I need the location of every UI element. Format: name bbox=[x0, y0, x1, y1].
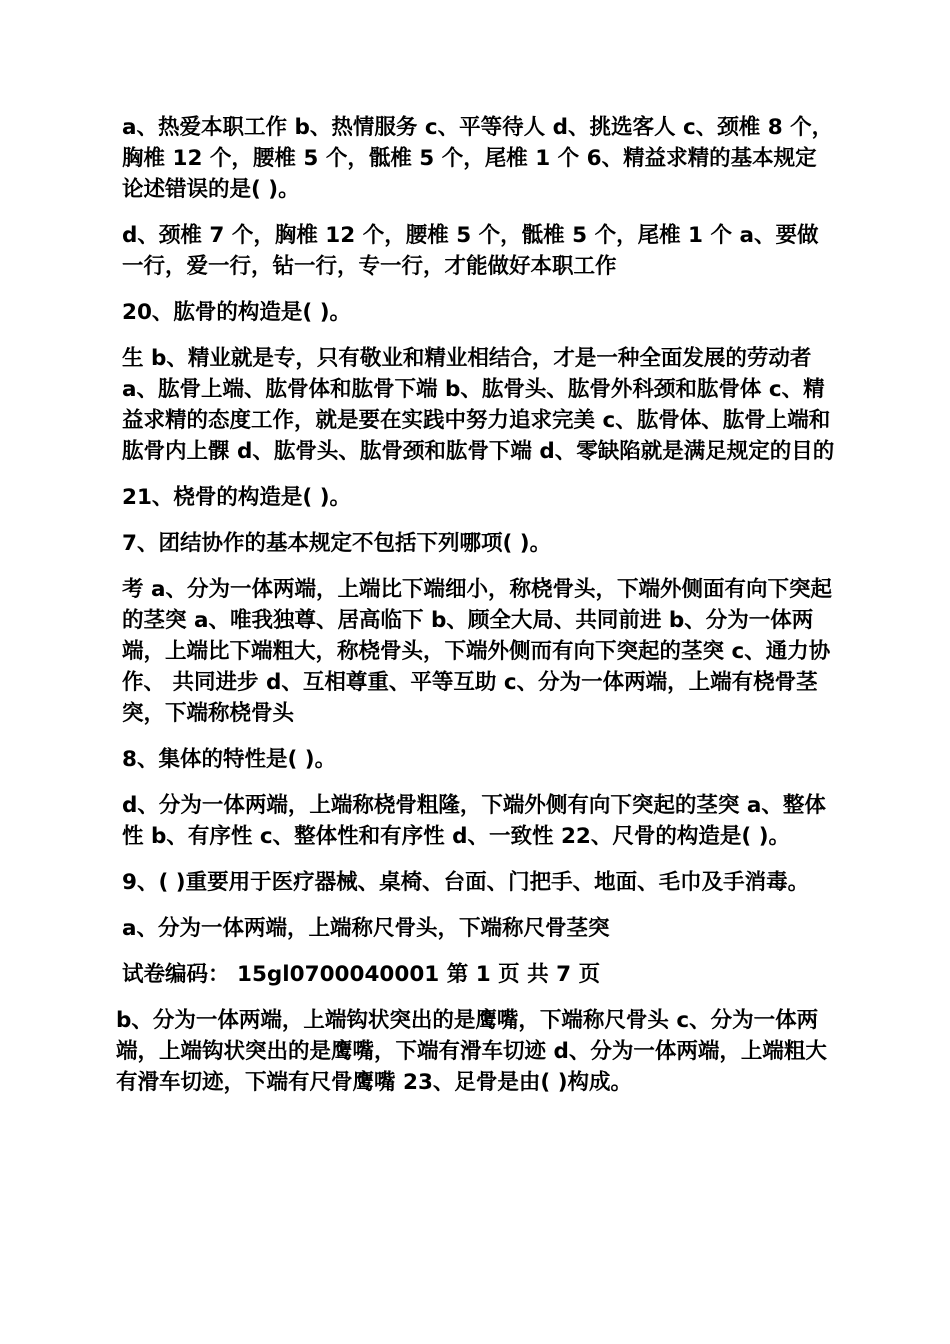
paragraph-4: 生 b、精业就是专，只有敬业和精业相结合，才是一种全面发展的劳动者 a、肱骨上端、肱骨体和肱骨下端 b、肱骨头、肱骨外科颈和肱骨体 c、精益求精的态度工作，就是要在实践中努力追求完美 c、肱骨体、肱骨上端和肱骨内上髁 d、肱骨头、肱骨颈和肱骨下端 d、零缺陷就是满足规定的目的 bbox=[122, 346, 835, 464]
question-21: 21、桡骨的构造是( )。 bbox=[122, 485, 352, 510]
paragraph-13: b、分为一体两端，上端钩状突出的是鹰嘴，下端称尺骨头 c、分为一体两端，上端钩状突出的是鹰嘴，下端有滑车切迹 d、分为一体两端，上端粗大有滑车切迹，下端有尺骨鹰嘴 23、足骨是由( )构成。 bbox=[116, 1008, 827, 1095]
paragraph-9: d、分为一体两端，上端称桡骨粗隆，下端外侧有向下突起的茎突 a、整体性 b、有序性 c、整体性和有序性 d、一致性 22、尺骨的构造是( )。 bbox=[122, 793, 826, 849]
question-9: 9、( )重要用于医疗器械、桌椅、台面、门把手、地面、毛巾及手消毒。 bbox=[122, 870, 810, 895]
question-8: 8、集体的特性是( )。 bbox=[122, 747, 337, 772]
paragraph-7: 考 a、分为一体两端，上端比下端细小，称桡骨头，下端外侧面有向下突起的茎突 a、唯我独尊、居高临下 b、顾全大局、共同前进 b、分为一体两端，上端比下端粗大，称桡骨头，下端外侧而有向下突起的茎突 c、通力协作、 共同进步 d、互相尊重、平等互助 c、分为一体两端，上端有桡骨茎突，下端称桡骨头 bbox=[122, 577, 832, 726]
paragraph-11: a、分为一体两端，上端称尺骨头，下端称尺骨茎突 bbox=[122, 916, 610, 941]
question-7: 7、团结协作的基本规定不包括下列哪项( )。 bbox=[122, 531, 552, 556]
question-20: 20、肱骨的构造是( )。 bbox=[122, 300, 352, 325]
paragraph-1: a、热爱本职工作 b、热情服务 c、平等待人 d、挑选客人 c、颈椎 8 个，胸椎 12 个，腰椎 5 个，骶椎 5 个，尾椎 1 个 6、精益求精的基本规定论述错误的是( )。 bbox=[122, 115, 834, 202]
document-body bbox=[116, 112, 836, 1098]
page-footer-code: 试卷编码： 15gl0700040001 第 1 页 共 7 页 bbox=[122, 962, 601, 987]
paragraph-2: d、颈椎 7 个，胸椎 12 个，腰椎 5 个，骶椎 5 个，尾椎 1 个 a、要做一行，爱一行，钻一行，专一行，才能做好本职工作 bbox=[122, 223, 819, 279]
